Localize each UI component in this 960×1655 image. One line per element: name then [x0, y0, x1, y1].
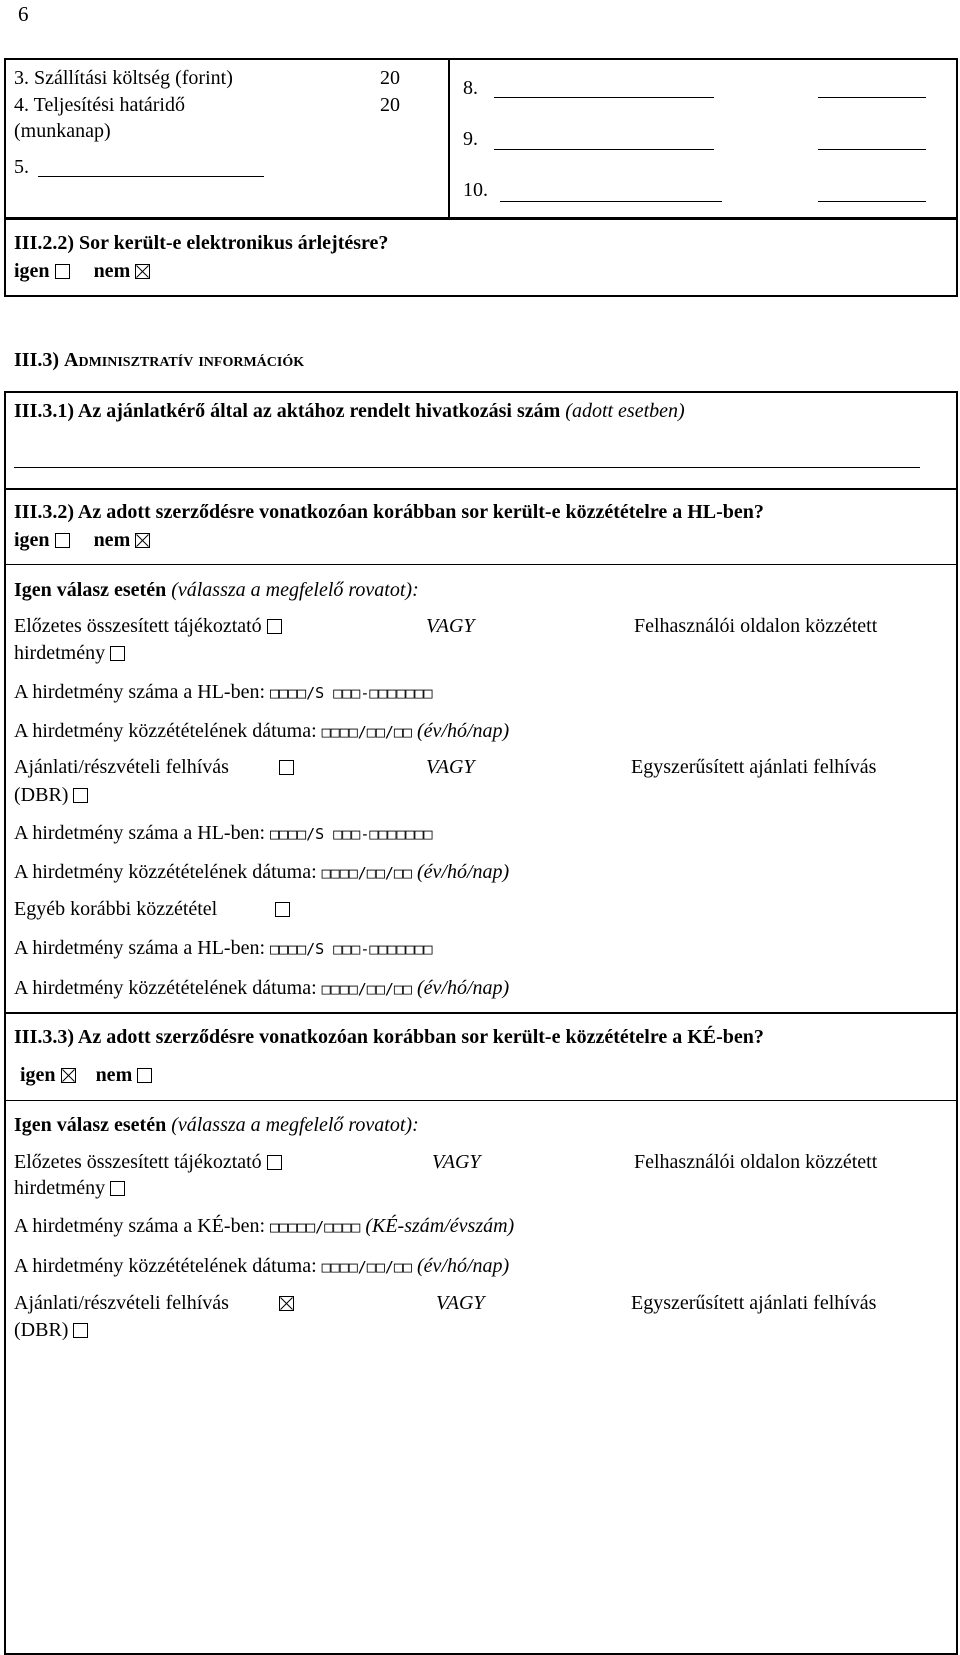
- notice-date-field[interactable]: □□□□/□□/□□: [321, 864, 412, 882]
- section-divider: [4, 1100, 958, 1101]
- date-format-hint: (év/hó/nap): [416, 720, 510, 742]
- dps-checkbox[interactable]: [73, 1323, 88, 1338]
- igen-label: igen: [14, 260, 50, 282]
- section-heading: [14, 350, 304, 370]
- nem-label: nem: [93, 260, 131, 282]
- or-label: VAGY: [432, 1151, 481, 1173]
- item9-blank[interactable]: [494, 149, 714, 150]
- date-format-hint: (év/hó/nap): [416, 977, 510, 999]
- igen-label: igen: [14, 529, 50, 551]
- item9-weight-blank[interactable]: [818, 149, 926, 150]
- notice-date-row: [14, 978, 509, 998]
- contract-notice-row: [14, 757, 294, 777]
- contract-notice-checkbox[interactable]: [279, 1296, 294, 1311]
- dps-label: (DBR): [14, 784, 69, 806]
- item5-label: 5.: [14, 156, 29, 178]
- or-label: VAGY: [426, 615, 475, 637]
- notice-label: hirdetmény: [14, 1177, 106, 1199]
- igen-checkbox[interactable]: [55, 264, 70, 279]
- item4-value: 20: [380, 94, 400, 116]
- notice-date-field[interactable]: □□□□/□□/□□: [321, 1258, 412, 1276]
- e-auction-heading: III.2.2) Sor került-e elektronikus árlejtésre?: [14, 232, 389, 254]
- item10-label: 10.: [463, 179, 488, 201]
- item4-label-cont: (munkanap): [14, 120, 111, 142]
- buyer-profile-checkbox[interactable]: [110, 1181, 125, 1196]
- contract-notice-label: Ajánlati/részvételi felhívás: [14, 756, 229, 778]
- nem-checkbox[interactable]: [137, 1068, 152, 1083]
- item4-label: 4. Teljesítési határidő: [14, 94, 185, 116]
- notice-number-row: [14, 938, 433, 958]
- notice-number-row: [14, 1216, 514, 1236]
- nem-checkbox[interactable]: [135, 264, 150, 279]
- answer-prefix: Igen válasz esetén: [14, 579, 167, 601]
- other-publication-row: [14, 899, 290, 919]
- answer-instruction: [14, 580, 419, 600]
- notice-number-row: [14, 682, 433, 702]
- contract-notice-row: [14, 1293, 294, 1313]
- simplified-notice-label: Egyszerűsített ajánlati felhívás: [631, 756, 877, 778]
- reference-heading-hint: (adott esetben): [565, 400, 685, 422]
- nem-label: nem: [93, 529, 131, 551]
- notice-number-label: A hirdetmény száma a KÉ-ben:: [14, 1215, 266, 1237]
- section-title: Adminisztratív információk: [64, 349, 305, 371]
- dps-checkbox[interactable]: [73, 788, 88, 803]
- item5-blank[interactable]: [38, 176, 264, 177]
- notice-date-label: A hirdetmény közzétételének dátuma:: [14, 861, 317, 883]
- answer-prefix: Igen válasz esetén: [14, 1114, 167, 1136]
- notice-date-label: A hirdetmény közzétételének dátuma:: [14, 1255, 317, 1277]
- notice-number-field[interactable]: □□□□/S □□□-□□□□□□□: [270, 825, 433, 843]
- notice-date-field[interactable]: □□□□/□□/□□: [321, 723, 412, 741]
- ke-publication-heading: III.3.3) Az adott szerződésre vonatkozóan korábban sor került-e közzétételre a KÉ-ben?: [14, 1026, 764, 1048]
- notice-number-label: A hirdetmény száma a HL-ben:: [14, 681, 266, 703]
- dps-row: [14, 785, 88, 805]
- or-label: VAGY: [426, 756, 475, 778]
- section-divider: [4, 564, 958, 565]
- section-number: III.3): [14, 349, 60, 371]
- ke-publication-answer: [20, 1065, 152, 1085]
- notice-date-label: A hirdetmény közzétételének dátuma:: [14, 720, 317, 742]
- notice-number-row: [14, 823, 433, 843]
- dps-row: [14, 1320, 88, 1340]
- reference-heading-text: III.3.1) Az ajánlatkérő által az aktához rendelt hivatkozási szám: [14, 400, 561, 422]
- notice-number-field[interactable]: □□□□/S □□□-□□□□□□□: [270, 940, 433, 958]
- notice-number-label: A hirdetmény száma a HL-ben:: [14, 822, 266, 844]
- buyer-profile-notice: [14, 643, 125, 663]
- buyer-profile-checkbox[interactable]: [110, 646, 125, 661]
- item9-label: 9.: [463, 128, 478, 150]
- other-publication-checkbox[interactable]: [275, 902, 290, 917]
- e-auction-answer: [14, 261, 150, 281]
- item8-label: 8.: [463, 77, 478, 99]
- notice-date-label: A hirdetmény közzétételének dátuma:: [14, 977, 317, 999]
- other-publication-label: Egyéb korábbi közzététel: [14, 898, 218, 920]
- simplified-notice-label: Egyszerűsített ajánlati felhívás: [631, 1292, 877, 1314]
- prior-info-notice: [14, 1152, 282, 1172]
- reference-heading: [14, 401, 685, 421]
- notice-label: hirdetmény: [14, 642, 106, 664]
- date-format-hint: (év/hó/nap): [416, 1255, 510, 1277]
- or-label: VAGY: [436, 1292, 485, 1314]
- hl-publication-heading: III.3.2) Az adott szerződésre vonatkozóan korábban sor került-e közzétételre a HL-ben?: [14, 501, 764, 523]
- buyer-profile-label: Felhasználói oldalon közzétett: [634, 615, 878, 637]
- item8-blank[interactable]: [494, 97, 714, 98]
- contract-notice-checkbox[interactable]: [279, 760, 294, 775]
- contract-notice-label: Ajánlati/részvételi felhívás: [14, 1292, 229, 1314]
- item10-weight-blank[interactable]: [818, 201, 926, 202]
- prior-info-label: Előzetes összesített tájékoztató: [14, 615, 262, 637]
- notice-number-field[interactable]: □□□□/S □□□-□□□□□□□: [270, 684, 433, 702]
- dps-label: (DBR): [14, 1319, 69, 1341]
- notice-date-row: [14, 1256, 509, 1276]
- page-number: 6: [18, 2, 29, 26]
- notice-date-row: [14, 862, 509, 882]
- igen-label: igen: [20, 1064, 56, 1086]
- number-format-hint: (KÉ-szám/évszám): [365, 1215, 515, 1237]
- answer-hint: (válassza a megfelelő rovatot):: [171, 1114, 419, 1136]
- date-format-hint: (év/hó/nap): [416, 861, 510, 883]
- buyer-profile-label: Felhasználói oldalon közzétett: [634, 1151, 878, 1173]
- answer-hint: (válassza a megfelelő rovatot):: [171, 579, 419, 601]
- notice-date-row: [14, 721, 509, 741]
- item8-weight-blank[interactable]: [818, 97, 926, 98]
- prior-info-notice: [14, 616, 282, 636]
- prior-info-checkbox[interactable]: [267, 619, 282, 634]
- nem-checkbox[interactable]: [135, 533, 150, 548]
- answer-instruction: [14, 1115, 419, 1135]
- item3-value: 20: [380, 67, 400, 89]
- prior-info-label: Előzetes összesített tájékoztató: [14, 1151, 262, 1173]
- notice-number-label: A hirdetmény száma a HL-ben:: [14, 937, 266, 959]
- igen-checkbox[interactable]: [61, 1068, 76, 1083]
- section-divider: [4, 1012, 958, 1014]
- e-auction-frame: [4, 218, 958, 297]
- nem-label: nem: [95, 1064, 133, 1086]
- notice-number-field[interactable]: □□□□□/□□□□: [270, 1218, 361, 1236]
- buyer-profile-notice: [14, 1178, 125, 1198]
- section-divider: [4, 488, 958, 490]
- reference-number-blank[interactable]: [14, 467, 920, 468]
- frame-divider: [448, 58, 450, 219]
- hl-publication-answer: [14, 530, 150, 550]
- item3-label: 3. Szállítási költség (forint): [14, 67, 233, 89]
- igen-checkbox[interactable]: [55, 533, 70, 548]
- notice-date-field[interactable]: □□□□/□□/□□: [321, 980, 412, 998]
- prior-info-checkbox[interactable]: [267, 1155, 282, 1170]
- item10-blank[interactable]: [500, 201, 722, 202]
